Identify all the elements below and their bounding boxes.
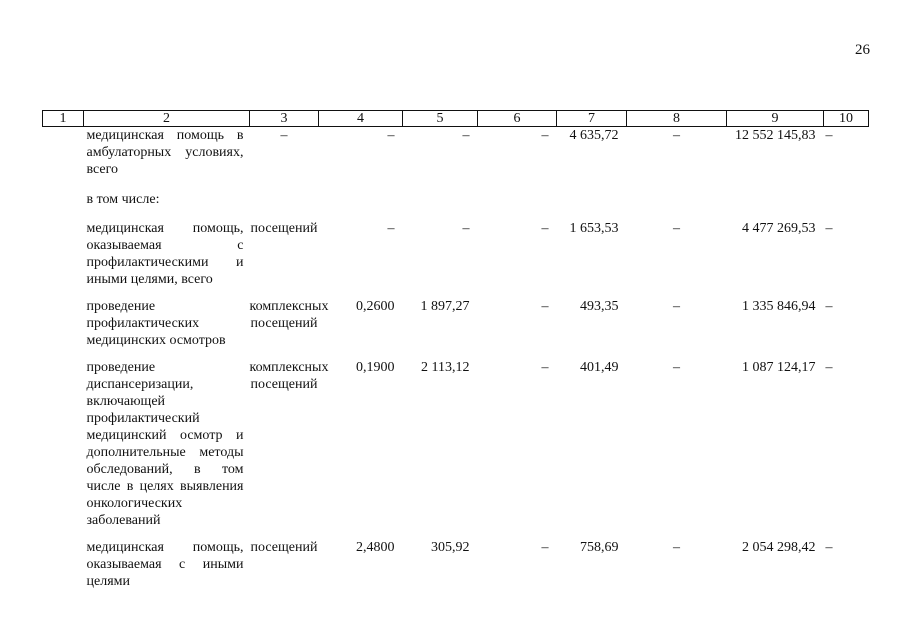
table-row [43, 127, 869, 189]
cell-value: 1 335 846,94 [742, 299, 816, 314]
row-name: медицинская помощь, оказываемая с иными целями [86, 540, 244, 589]
row-unit: посещений [250, 540, 318, 555]
column-header: 3 [250, 111, 319, 127]
cell-value: – [825, 360, 833, 375]
row-name: медицинская помощь, оказываемая с профилактическими и иными целями, всего [86, 221, 244, 287]
cell-value: – [673, 299, 680, 314]
cell-value: – [387, 128, 395, 143]
page-number: 26 [855, 42, 870, 58]
column-header: 9 [727, 111, 824, 127]
column-header: 8 [627, 111, 727, 127]
cell-value: – [541, 221, 549, 236]
row-unit: посещений [250, 221, 318, 236]
column-header: 7 [557, 111, 627, 127]
table-row [43, 359, 869, 539]
cell-value: – [673, 360, 680, 375]
cell-value: – [825, 128, 833, 143]
cell-value: 1 087 124,17 [742, 360, 816, 375]
row-unit: комплексных посещений [249, 360, 329, 392]
cell-value: 4 635,72 [569, 128, 619, 143]
cell-value: 0,1900 [356, 360, 395, 375]
column-header: 4 [319, 111, 403, 127]
row-name: проведение диспансеризации, включающей профилактический медицинский осмотр и дополнительные методы обследований, в том числе в целях выявления онкологических заболеваний [86, 360, 244, 528]
column-header: 10 [824, 111, 869, 127]
row-name: медицинская помощь в амбулаторных условиях, всего [86, 128, 244, 177]
tariff-table [42, 110, 869, 590]
column-header: 5 [403, 111, 478, 127]
column-header: 6 [478, 111, 557, 127]
cell-value: – [541, 299, 549, 314]
cell-value: 1 897,27 [420, 299, 470, 314]
cell-value: 2 054 298,42 [742, 540, 816, 555]
cell-value: 2,4800 [356, 540, 395, 555]
cell-value: 4 477 269,53 [742, 221, 816, 236]
cell-value: – [673, 221, 680, 236]
cell-value: – [387, 221, 395, 236]
column-number-header-row [43, 111, 869, 127]
cell-value: – [825, 299, 833, 314]
cell-value: – [462, 221, 470, 236]
cell-value: 0,2600 [356, 299, 395, 314]
row-unit: – [280, 128, 288, 143]
row-unit: комплексных посещений [249, 299, 329, 331]
row-subheading: в том числе: [86, 192, 160, 207]
row-name: проведение профилактических медицинских осмотров [86, 299, 226, 348]
cell-value: 493,35 [580, 299, 619, 314]
column-header: 2 [84, 111, 250, 127]
cell-value: – [825, 540, 833, 555]
table-row [43, 188, 869, 220]
cell-value: 401,49 [580, 360, 619, 375]
cell-value: – [462, 128, 470, 143]
cell-value: – [541, 360, 549, 375]
cell-value: 2 113,12 [421, 360, 470, 375]
cell-value: 12 552 145,83 [735, 128, 816, 143]
table-row [43, 539, 869, 590]
cell-value: 1 653,53 [569, 221, 619, 236]
cell-value: – [673, 128, 680, 143]
cell-value: – [673, 540, 680, 555]
cell-value: – [541, 540, 549, 555]
cell-value: – [541, 128, 549, 143]
column-header: 1 [43, 111, 84, 127]
table-row [43, 298, 869, 359]
cell-value: 305,92 [431, 540, 470, 555]
table-row [43, 220, 869, 298]
cell-value: – [825, 221, 833, 236]
cell-value: 758,69 [580, 540, 619, 555]
